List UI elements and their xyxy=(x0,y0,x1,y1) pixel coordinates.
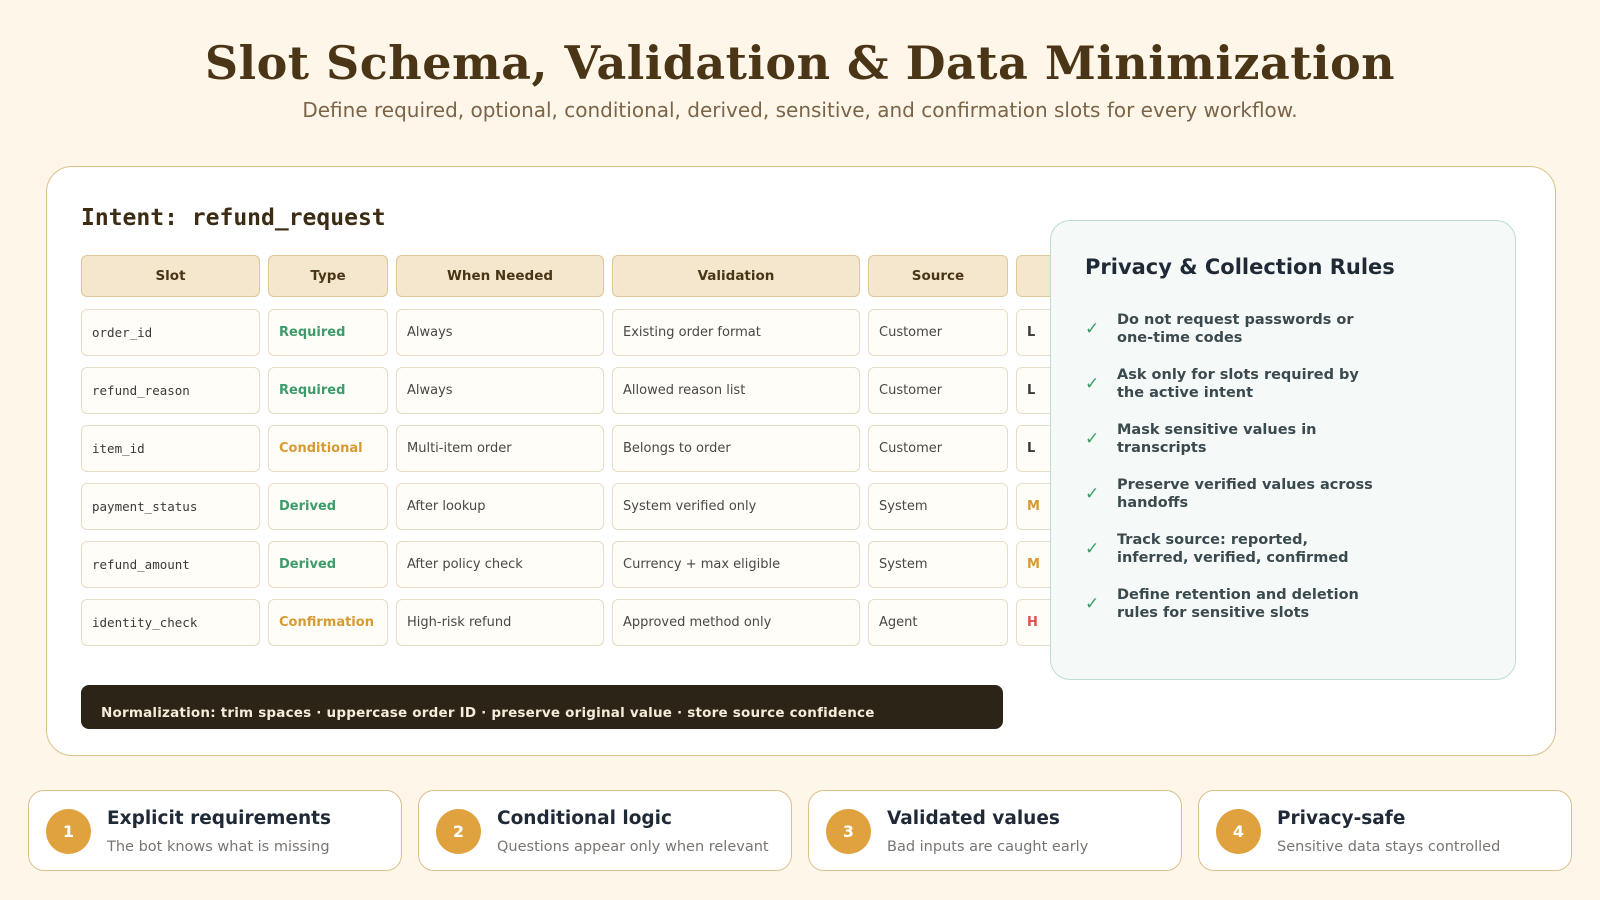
when-needed-cell: After policy check xyxy=(396,541,604,588)
column-header-slot: Slot xyxy=(81,255,260,297)
slot-cell: order_id xyxy=(81,309,260,356)
type-cell: Derived xyxy=(268,541,388,588)
step-number-badge: 3 xyxy=(826,809,871,854)
privacy-rule xyxy=(1085,531,1377,567)
benefit-card-explicit-requirements xyxy=(28,790,402,871)
column-header-type: Type xyxy=(268,255,388,297)
privacy-rule-text: Ask only for slots required by the active intent xyxy=(1117,367,1359,401)
intent-title: Intent: refund_request xyxy=(81,205,386,231)
column-header-validation: Validation xyxy=(612,255,860,297)
privacy-rule-text: Define retention and deletion rules for sensitive slots xyxy=(1117,587,1359,621)
slot-cell: item_id xyxy=(81,425,260,472)
benefit-title: Explicit requirements xyxy=(107,808,332,829)
column-header-source: Source xyxy=(868,255,1008,297)
privacy-rule-text: Mask sensitive values in transcripts xyxy=(1117,422,1317,456)
benefit-description: The bot knows what is missing xyxy=(107,839,330,855)
step-number-badge: 1 xyxy=(46,809,91,854)
source-cell: Customer xyxy=(868,309,1008,356)
risk-cell: M xyxy=(1016,541,1136,588)
benefit-title: Privacy-safe xyxy=(1277,808,1406,829)
validation-cell: Currency + max eligible xyxy=(612,541,860,588)
benefit-description: Bad inputs are caught early xyxy=(887,839,1089,855)
type-cell: Derived xyxy=(268,483,388,530)
risk-cell: L xyxy=(1016,425,1136,472)
privacy-rule xyxy=(1085,311,1377,347)
when-needed-cell: Always xyxy=(396,367,604,414)
risk-cell: L xyxy=(1016,309,1136,356)
privacy-rule xyxy=(1085,366,1377,402)
risk-cell: L xyxy=(1016,367,1136,414)
check-icon: ✓ xyxy=(1085,374,1100,394)
step-number-badge: 2 xyxy=(436,809,481,854)
check-icon: ✓ xyxy=(1085,319,1100,339)
slot-cell: refund_reason xyxy=(81,367,260,414)
validation-cell: Existing order format xyxy=(612,309,860,356)
benefit-description: Sensitive data stays controlled xyxy=(1277,839,1501,855)
type-cell: Conditional xyxy=(268,425,388,472)
source-cell: Customer xyxy=(868,367,1008,414)
privacy-rules-panel xyxy=(1050,220,1516,680)
benefit-card-conditional-logic xyxy=(418,790,792,871)
type-cell: Required xyxy=(268,309,388,356)
benefit-card-validated-values xyxy=(808,790,1182,871)
type-cell: Required xyxy=(268,367,388,414)
benefit-card-privacy-safe xyxy=(1198,790,1572,871)
benefit-description: Questions appear only when relevant xyxy=(497,839,769,855)
page-title: Slot Schema, Validation & Data Minimization xyxy=(204,36,1396,90)
page-header xyxy=(0,36,1600,122)
slot-cell: refund_amount xyxy=(81,541,260,588)
source-cell: System xyxy=(868,483,1008,530)
privacy-rule-text: Track source: reported, inferred, verified, confirmed xyxy=(1117,532,1349,566)
benefit-title: Validated values xyxy=(887,808,1060,829)
normalization-bar xyxy=(81,685,1003,729)
slot-cell: payment_status xyxy=(81,483,260,530)
check-icon: ✓ xyxy=(1085,594,1100,614)
check-icon: ✓ xyxy=(1085,539,1100,559)
step-number-badge: 4 xyxy=(1216,809,1261,854)
validation-cell: Allowed reason list xyxy=(612,367,860,414)
source-cell: Agent xyxy=(868,599,1008,646)
risk-cell: M xyxy=(1016,483,1136,530)
source-cell: System xyxy=(868,541,1008,588)
when-needed-cell: Multi-item order xyxy=(396,425,604,472)
check-icon: ✓ xyxy=(1085,429,1100,449)
check-icon: ✓ xyxy=(1085,484,1100,504)
when-needed-cell: Always xyxy=(396,309,604,356)
source-cell: Customer xyxy=(868,425,1008,472)
privacy-rule-text: Preserve verified values across handoffs xyxy=(1117,477,1373,511)
type-cell: Confirmation xyxy=(268,599,388,646)
slot-cell: identity_check xyxy=(81,599,260,646)
privacy-rule xyxy=(1085,476,1377,512)
privacy-rule xyxy=(1085,421,1377,457)
normalization-text: Normalization: trim spaces · uppercase order ID · preserve original value · store source confidence xyxy=(101,705,875,721)
benefit-title: Conditional logic xyxy=(497,808,672,829)
privacy-rule-text: Do not request passwords or one-time codes xyxy=(1117,312,1354,346)
privacy-title: Privacy & Collection Rules xyxy=(1085,255,1395,279)
validation-cell: Belongs to order xyxy=(612,425,860,472)
column-header-when-needed: When Needed xyxy=(396,255,604,297)
privacy-rule xyxy=(1085,586,1377,622)
risk-cell: H xyxy=(1016,599,1136,646)
page-subtitle: Define required, optional, conditional, derived, sensitive, and confirmation slots for every workflow. xyxy=(302,98,1298,122)
when-needed-cell: High-risk refund xyxy=(396,599,604,646)
validation-cell: System verified only xyxy=(612,483,860,530)
when-needed-cell: After lookup xyxy=(396,483,604,530)
validation-cell: Approved method only xyxy=(612,599,860,646)
